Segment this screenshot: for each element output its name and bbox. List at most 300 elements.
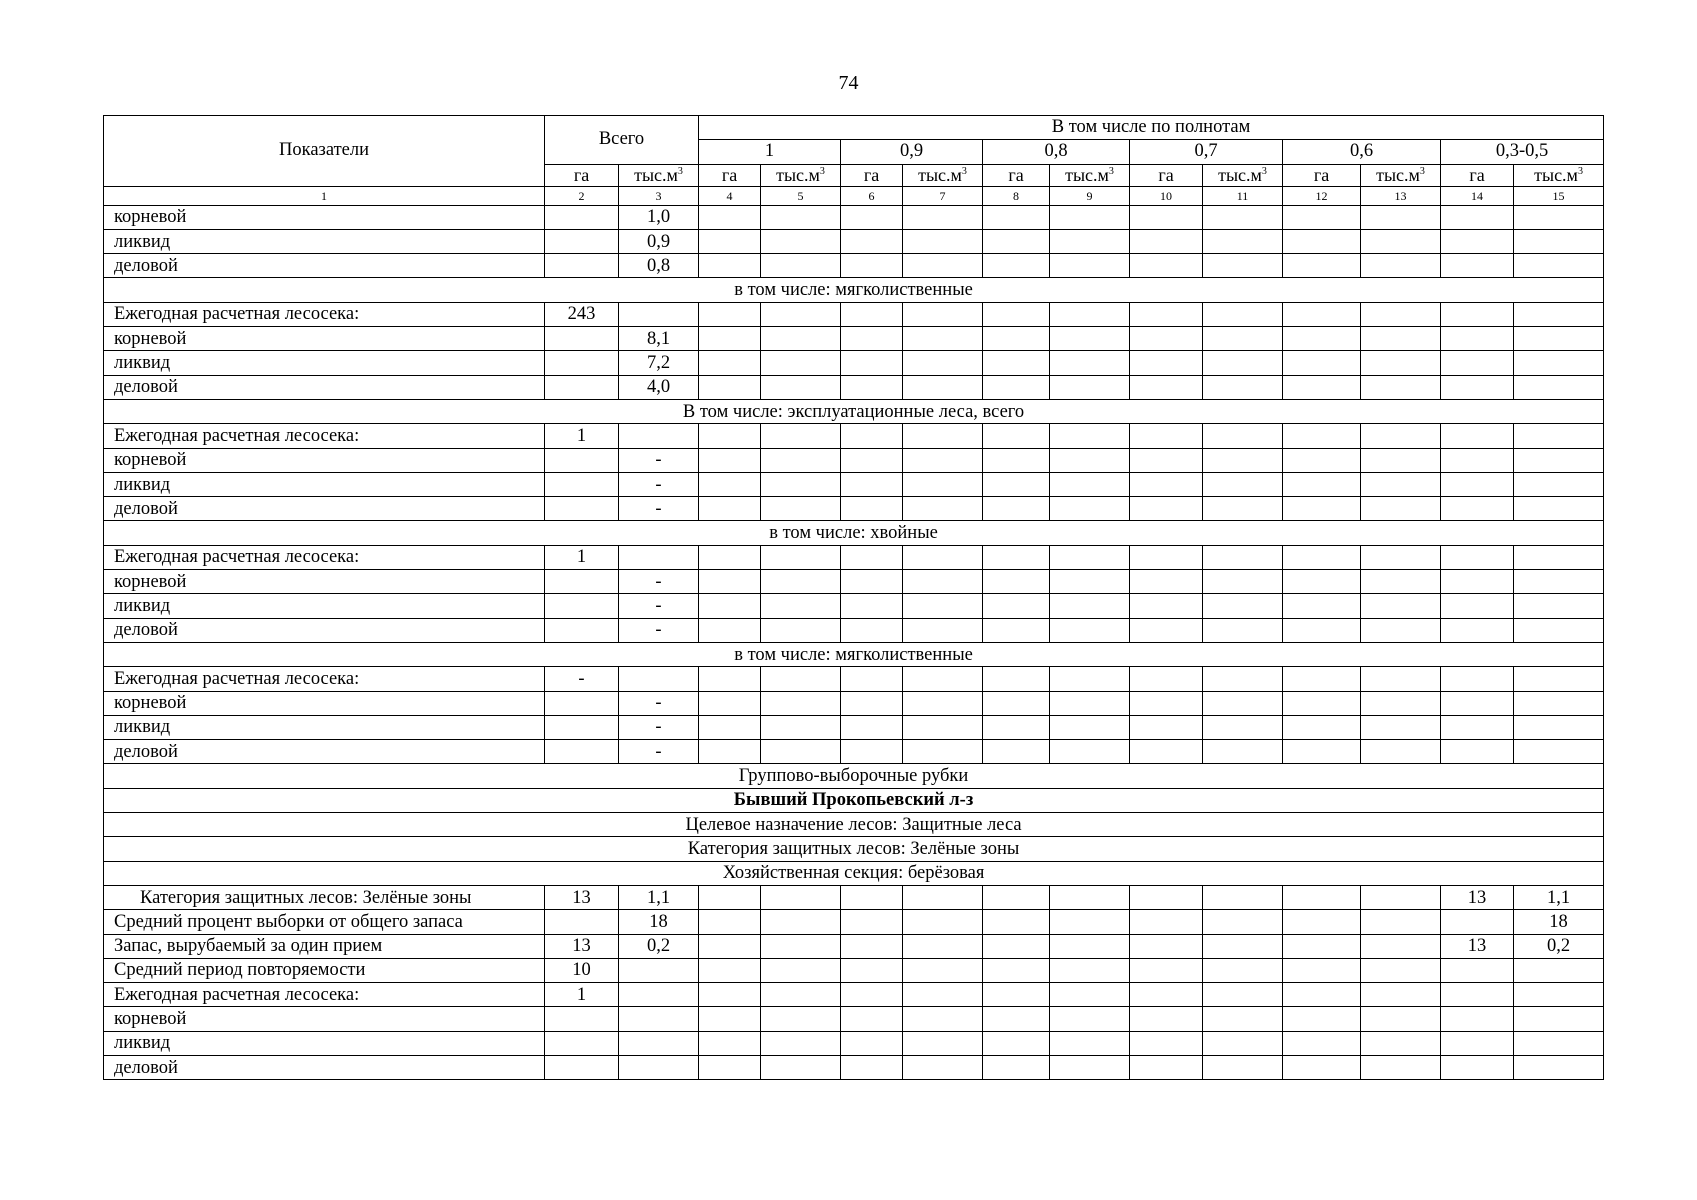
table-cell [761,497,841,521]
table-row [104,472,1604,496]
section-title: Целевое назначение лесов: Защитные леса [104,813,1604,837]
table-cell [619,545,699,569]
density-header: 0,8 [983,140,1130,164]
table-cell [545,375,619,399]
table-cell [1050,545,1130,569]
table-cell [1514,983,1604,1007]
table-cell [699,618,761,642]
table-cell [1130,448,1203,472]
table-cell [1203,448,1283,472]
table-cell [983,205,1050,229]
table-row [104,618,1604,642]
table-cell [1283,934,1361,958]
table-cell [1203,1055,1283,1079]
table-cell [903,497,983,521]
table-cell [841,448,903,472]
unit-volume-exponent: 3 [819,165,825,177]
table-cell [1050,205,1130,229]
table-row [104,1007,1604,1031]
table-cell [1203,958,1283,982]
table-row [104,545,1604,569]
table-cell [841,351,903,375]
table-cell [903,983,983,1007]
table-cell [1050,1031,1130,1055]
table-cell [841,594,903,618]
unit-volume-text: тыс.м [1534,164,1578,185]
table-cell [903,448,983,472]
table-cell [699,302,761,326]
table-cell: 13 [545,885,619,909]
table-row [104,910,1604,934]
table-cell [1361,958,1441,982]
table-cell [1361,740,1441,764]
column-number: 2 [545,186,619,205]
table-cell [983,691,1050,715]
table-cell [1203,570,1283,594]
table-cell [841,1055,903,1079]
row-label: деловой [104,740,545,764]
table-cell [699,691,761,715]
table-cell [903,910,983,934]
table-cell [903,958,983,982]
table-cell [545,351,619,375]
table-cell [1441,1031,1514,1055]
table-cell [1130,302,1203,326]
table-cell [1203,667,1283,691]
table-cell [983,1055,1050,1079]
table-row [104,570,1604,594]
table-row [104,302,1604,326]
table-cell [545,715,619,739]
table-cell [903,229,983,253]
table-cell [1441,910,1514,934]
table-cell [1130,229,1203,253]
table-cell [1361,205,1441,229]
table-cell [903,351,983,375]
table-cell: - [619,691,699,715]
row-label: Ежегодная расчетная лесосека: [104,667,545,691]
table-cell [1514,618,1604,642]
table-cell [1130,1007,1203,1031]
table-cell [983,740,1050,764]
table-cell [1514,472,1604,496]
table-cell [1203,327,1283,351]
table-cell [1050,570,1130,594]
table-cell: 18 [619,910,699,934]
table-cell [983,667,1050,691]
table-cell [1283,715,1361,739]
column-number: 3 [619,186,699,205]
table-cell [699,472,761,496]
table-cell [619,1055,699,1079]
table-cell [1050,424,1130,448]
table-cell [903,740,983,764]
row-label: ликвид [104,594,545,618]
table-row [104,229,1604,253]
density-header: 1 [699,140,841,164]
table-cell [1361,448,1441,472]
table-cell [699,351,761,375]
unit-volume [619,164,699,186]
table-cell [1283,205,1361,229]
row-label: ликвид [104,1031,545,1055]
table-cell [841,983,903,1007]
table-cell [903,205,983,229]
table-cell [841,472,903,496]
table-cell [1130,254,1203,278]
table-cell [1441,472,1514,496]
table-cell [761,327,841,351]
table-cell [545,740,619,764]
table-cell [983,229,1050,253]
table-cell [619,958,699,982]
table-cell [1203,545,1283,569]
table-cell: 13 [1441,934,1514,958]
table-row [104,934,1604,958]
table-cell: 0,9 [619,229,699,253]
table-cell [1283,618,1361,642]
table-cell [1283,424,1361,448]
table-cell [1514,1007,1604,1031]
table-cell [545,1055,619,1079]
table-row [104,885,1604,909]
table-cell [699,715,761,739]
table-cell [761,375,841,399]
table-cell [983,910,1050,934]
table-row [104,327,1604,351]
row-label: деловой [104,254,545,278]
section-row [104,278,1604,302]
table-cell [1203,229,1283,253]
table-row [104,715,1604,739]
table-cell [1361,424,1441,448]
table-cell [1283,254,1361,278]
table-cell [1050,715,1130,739]
table-cell [841,740,903,764]
unit-volume-text: тыс.м [918,164,962,185]
table-cell [1283,910,1361,934]
table-cell [761,545,841,569]
table-cell [699,958,761,982]
table-cell [1203,740,1283,764]
column-number: 1 [104,186,545,205]
table-cell [983,327,1050,351]
table-cell [903,1007,983,1031]
table-cell [1130,667,1203,691]
table-cell [1203,885,1283,909]
table-cell [1130,351,1203,375]
table-cell [841,958,903,982]
unit-ha: га [841,164,903,186]
section-title: в том числе: мягколиственные [104,642,1604,666]
table-cell [1441,448,1514,472]
unit-ha: га [545,164,619,186]
table-cell [761,229,841,253]
table-cell [545,570,619,594]
table-cell: - [619,715,699,739]
table-cell [983,934,1050,958]
table-cell [1130,983,1203,1007]
table-cell [699,327,761,351]
table-cell [903,934,983,958]
table-cell [619,424,699,448]
unit-volume [1050,164,1130,186]
table-cell [1203,472,1283,496]
section-row [104,521,1604,545]
table-cell [1130,618,1203,642]
table-cell [545,1031,619,1055]
table-cell [1514,691,1604,715]
table-cell [1441,229,1514,253]
table-row [104,983,1604,1007]
table-row [104,1055,1604,1079]
table-cell [1283,375,1361,399]
unit-volume-text: тыс.м [1376,164,1420,185]
table-cell [545,594,619,618]
row-label: ликвид [104,351,545,375]
table-cell [841,327,903,351]
table-cell [1441,545,1514,569]
table-cell [761,715,841,739]
column-number: 12 [1283,186,1361,205]
table-cell [545,327,619,351]
table-cell [1441,594,1514,618]
table-cell [1361,497,1441,521]
table-cell [1361,254,1441,278]
table-cell [1361,351,1441,375]
table-cell [1283,545,1361,569]
table-cell [1361,545,1441,569]
table-row [104,691,1604,715]
table-row [104,740,1604,764]
table-cell [903,594,983,618]
table-cell [1130,375,1203,399]
table-cell [841,424,903,448]
table-cell [1130,715,1203,739]
column-number: 11 [1203,186,1283,205]
table-cell [1361,618,1441,642]
table-cell [983,424,1050,448]
table-cell [903,715,983,739]
table-cell [699,983,761,1007]
section-row [104,837,1604,861]
table-cell [1514,545,1604,569]
table-cell [761,934,841,958]
table-cell [1050,934,1130,958]
unit-volume-text: тыс.м [634,164,678,185]
table-cell [1050,594,1130,618]
table-cell: 243 [545,302,619,326]
table-header [104,116,1604,206]
table-cell [1050,958,1130,982]
table-cell [761,1031,841,1055]
table-cell [1441,983,1514,1007]
table-cell [761,570,841,594]
table-cell [841,229,903,253]
table-cell [903,667,983,691]
table-cell [761,983,841,1007]
table-cell [619,1007,699,1031]
table-cell [1361,1031,1441,1055]
row-label: Запас, вырубаемый за один прием [104,934,545,958]
table-cell [1441,715,1514,739]
table-cell [1130,1055,1203,1079]
table-cell [1283,1007,1361,1031]
table-cell [1130,205,1203,229]
table-cell [1361,472,1441,496]
table-cell: - [619,740,699,764]
table-cell [1203,254,1283,278]
density-header: 0,9 [841,140,983,164]
table-cell [1441,302,1514,326]
table-cell [903,618,983,642]
row-label: Ежегодная расчетная лесосека: [104,983,545,1007]
table-cell [1203,351,1283,375]
table-cell: 4,0 [619,375,699,399]
section-title: Хозяйственная секция: берёзовая [104,861,1604,885]
table-row [104,497,1604,521]
table-cell [983,885,1050,909]
table-cell [1441,618,1514,642]
section-row [104,813,1604,837]
table-cell [1203,910,1283,934]
table-cell [1283,472,1361,496]
table-cell [1050,691,1130,715]
table-cell [619,1031,699,1055]
table-cell [1203,1031,1283,1055]
table-cell: - [619,594,699,618]
table-cell [1441,1007,1514,1031]
column-number: 14 [1441,186,1514,205]
table-cell [1514,302,1604,326]
table-cell [983,1031,1050,1055]
table-cell [545,229,619,253]
header-indicators: Показатели [104,116,545,187]
row-label: корневой [104,205,545,229]
row-label: деловой [104,497,545,521]
table-cell [983,715,1050,739]
table-cell [1203,594,1283,618]
table-cell [1361,570,1441,594]
table-cell: 1 [545,983,619,1007]
table-cell [1361,934,1441,958]
row-label: Ежегодная расчетная лесосека: [104,302,545,326]
table-cell [1130,594,1203,618]
table-cell [1130,910,1203,934]
table-cell: 8,1 [619,327,699,351]
table-cell [1130,934,1203,958]
table-cell [1441,667,1514,691]
column-number: 4 [699,186,761,205]
table-cell [761,958,841,982]
table-cell [1203,375,1283,399]
table-cell [1050,497,1130,521]
table-cell [1283,1031,1361,1055]
forest-table [103,115,1604,1080]
table-cell [1283,667,1361,691]
table-cell [1130,327,1203,351]
table-cell [1441,205,1514,229]
table-cell [1283,594,1361,618]
table-cell [983,302,1050,326]
table-cell [841,910,903,934]
table-cell [1441,351,1514,375]
table-cell [1441,327,1514,351]
table-cell [1441,254,1514,278]
table-cell [1203,934,1283,958]
section-title: в том числе: хвойные [104,521,1604,545]
row-label: деловой [104,618,545,642]
unit-volume-exponent: 3 [1261,165,1267,177]
table-cell [1130,1031,1203,1055]
table-cell [1514,1031,1604,1055]
table-row [104,375,1604,399]
unit-volume-exponent: 3 [677,165,683,177]
table-cell [1361,375,1441,399]
table-cell [699,254,761,278]
header-by-density: В том числе по полнотам [699,116,1604,140]
table-cell [1361,1055,1441,1079]
table-cell [1050,1007,1130,1031]
table-row [104,424,1604,448]
table-cell [903,545,983,569]
density-header: 0,7 [1130,140,1283,164]
table-cell [1130,472,1203,496]
table-cell [761,594,841,618]
table-cell [761,618,841,642]
table-cell [903,254,983,278]
table-cell [761,472,841,496]
table-cell [1050,618,1130,642]
table-cell [1361,885,1441,909]
row-label: ликвид [104,472,545,496]
density-header: 0,6 [1283,140,1441,164]
column-number: 10 [1130,186,1203,205]
table-cell [699,448,761,472]
table-cell [545,497,619,521]
table-cell [1203,983,1283,1007]
table-cell [761,740,841,764]
unit-volume [903,164,983,186]
table-cell [1514,570,1604,594]
table-row [104,667,1604,691]
table-cell [841,885,903,909]
table-row [104,351,1604,375]
table-cell [983,375,1050,399]
table-cell [1514,375,1604,399]
table-cell [983,1007,1050,1031]
table-cell [761,1055,841,1079]
page-number: 74 [838,72,859,94]
table-cell [1283,448,1361,472]
table-cell [1283,229,1361,253]
table-cell: - [545,667,619,691]
section-title: Категория защитных лесов: Зелёные зоны [104,837,1604,861]
table-cell [1203,497,1283,521]
table-cell [903,424,983,448]
unit-volume [761,164,841,186]
table-cell [1130,740,1203,764]
table-cell [841,934,903,958]
table-cell [841,302,903,326]
table-cell [1283,983,1361,1007]
table-row [104,448,1604,472]
table-cell [903,302,983,326]
section-row [104,788,1604,812]
table-cell [1050,910,1130,934]
table-cell [841,715,903,739]
row-label: Ежегодная расчетная лесосека: [104,424,545,448]
